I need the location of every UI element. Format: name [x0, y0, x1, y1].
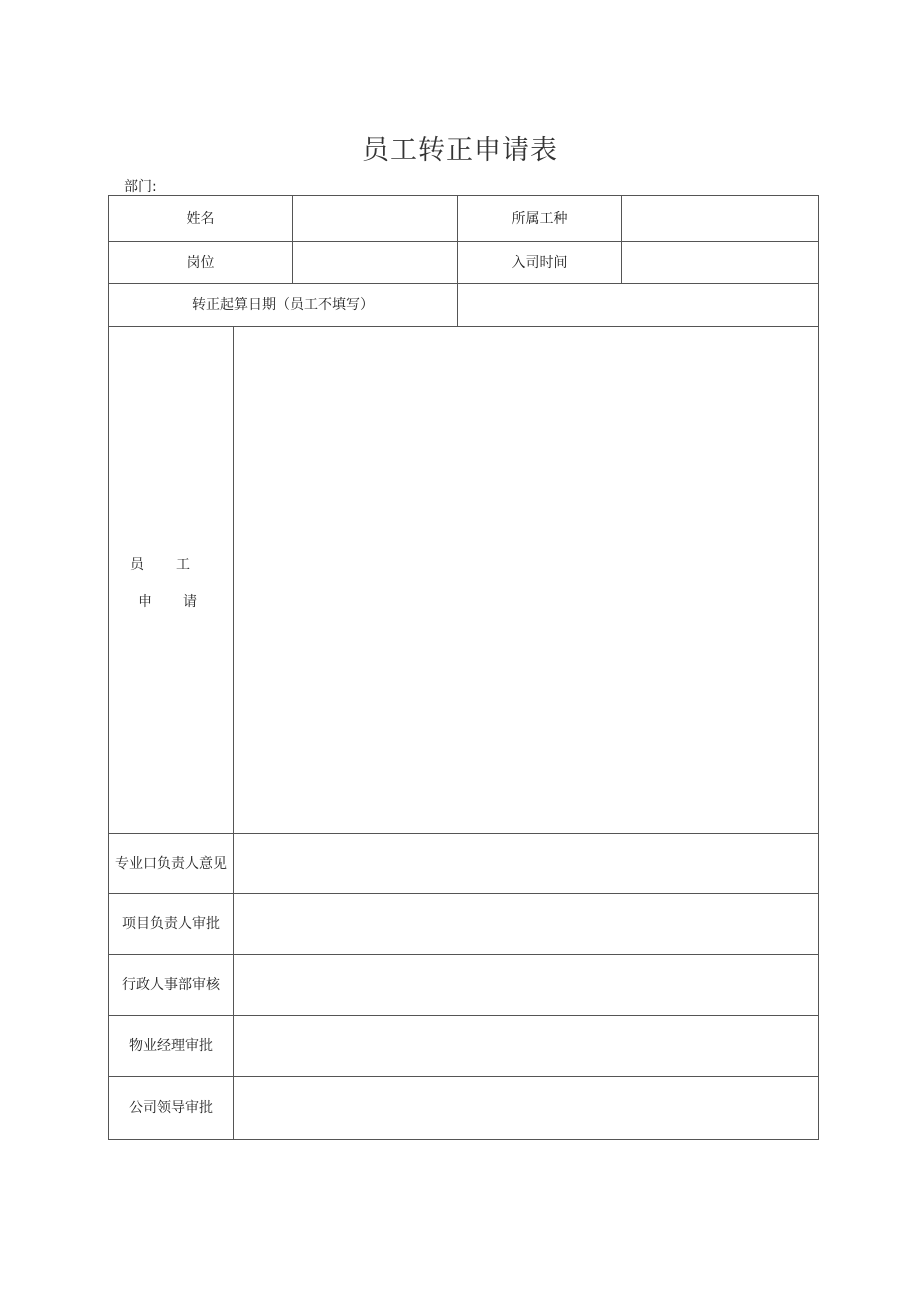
company-leader-approval-label: 公司领导审批	[129, 1100, 213, 1116]
application-form	[108, 195, 819, 1140]
project-head-approval-label: 项目负责人审批	[122, 916, 220, 932]
confirm-date-input[interactable]	[458, 284, 818, 326]
position-input[interactable]	[293, 242, 457, 283]
project-head-approval-input[interactable]	[234, 894, 818, 954]
property-manager-approval-input[interactable]	[234, 1016, 818, 1076]
job-type-input[interactable]	[622, 196, 818, 241]
company-leader-approval-input[interactable]	[234, 1077, 818, 1139]
name-input[interactable]	[293, 196, 457, 241]
application-label-char: 工	[176, 557, 190, 573]
join-date-input[interactable]	[622, 242, 818, 283]
position-label: 岗位	[186, 254, 215, 271]
department-field	[124, 176, 167, 196]
application-label-char: 请	[183, 594, 197, 610]
specialty-head-opinion-label: 专业口负责人意见	[115, 855, 227, 872]
form-title: 员工转正申请表	[362, 135, 558, 166]
specialty-head-opinion-input[interactable]	[234, 834, 818, 893]
employee-application-input[interactable]	[234, 327, 818, 833]
join-date-label: 入司时间	[511, 254, 568, 271]
hr-review-label: 行政人事部审核	[122, 977, 220, 993]
application-label-char: 申	[138, 594, 152, 610]
confirm-date-label: 转正起算日期（员工不填写）	[192, 297, 374, 313]
job-type-label: 所属工种	[511, 210, 568, 227]
name-label: 姓名	[186, 210, 215, 227]
application-label-char: 员	[130, 557, 144, 573]
department-label: 部门:	[124, 179, 157, 195]
property-manager-approval-label: 物业经理审批	[129, 1038, 213, 1054]
employee-application-label	[109, 327, 233, 833]
hr-review-input[interactable]	[234, 955, 818, 1015]
